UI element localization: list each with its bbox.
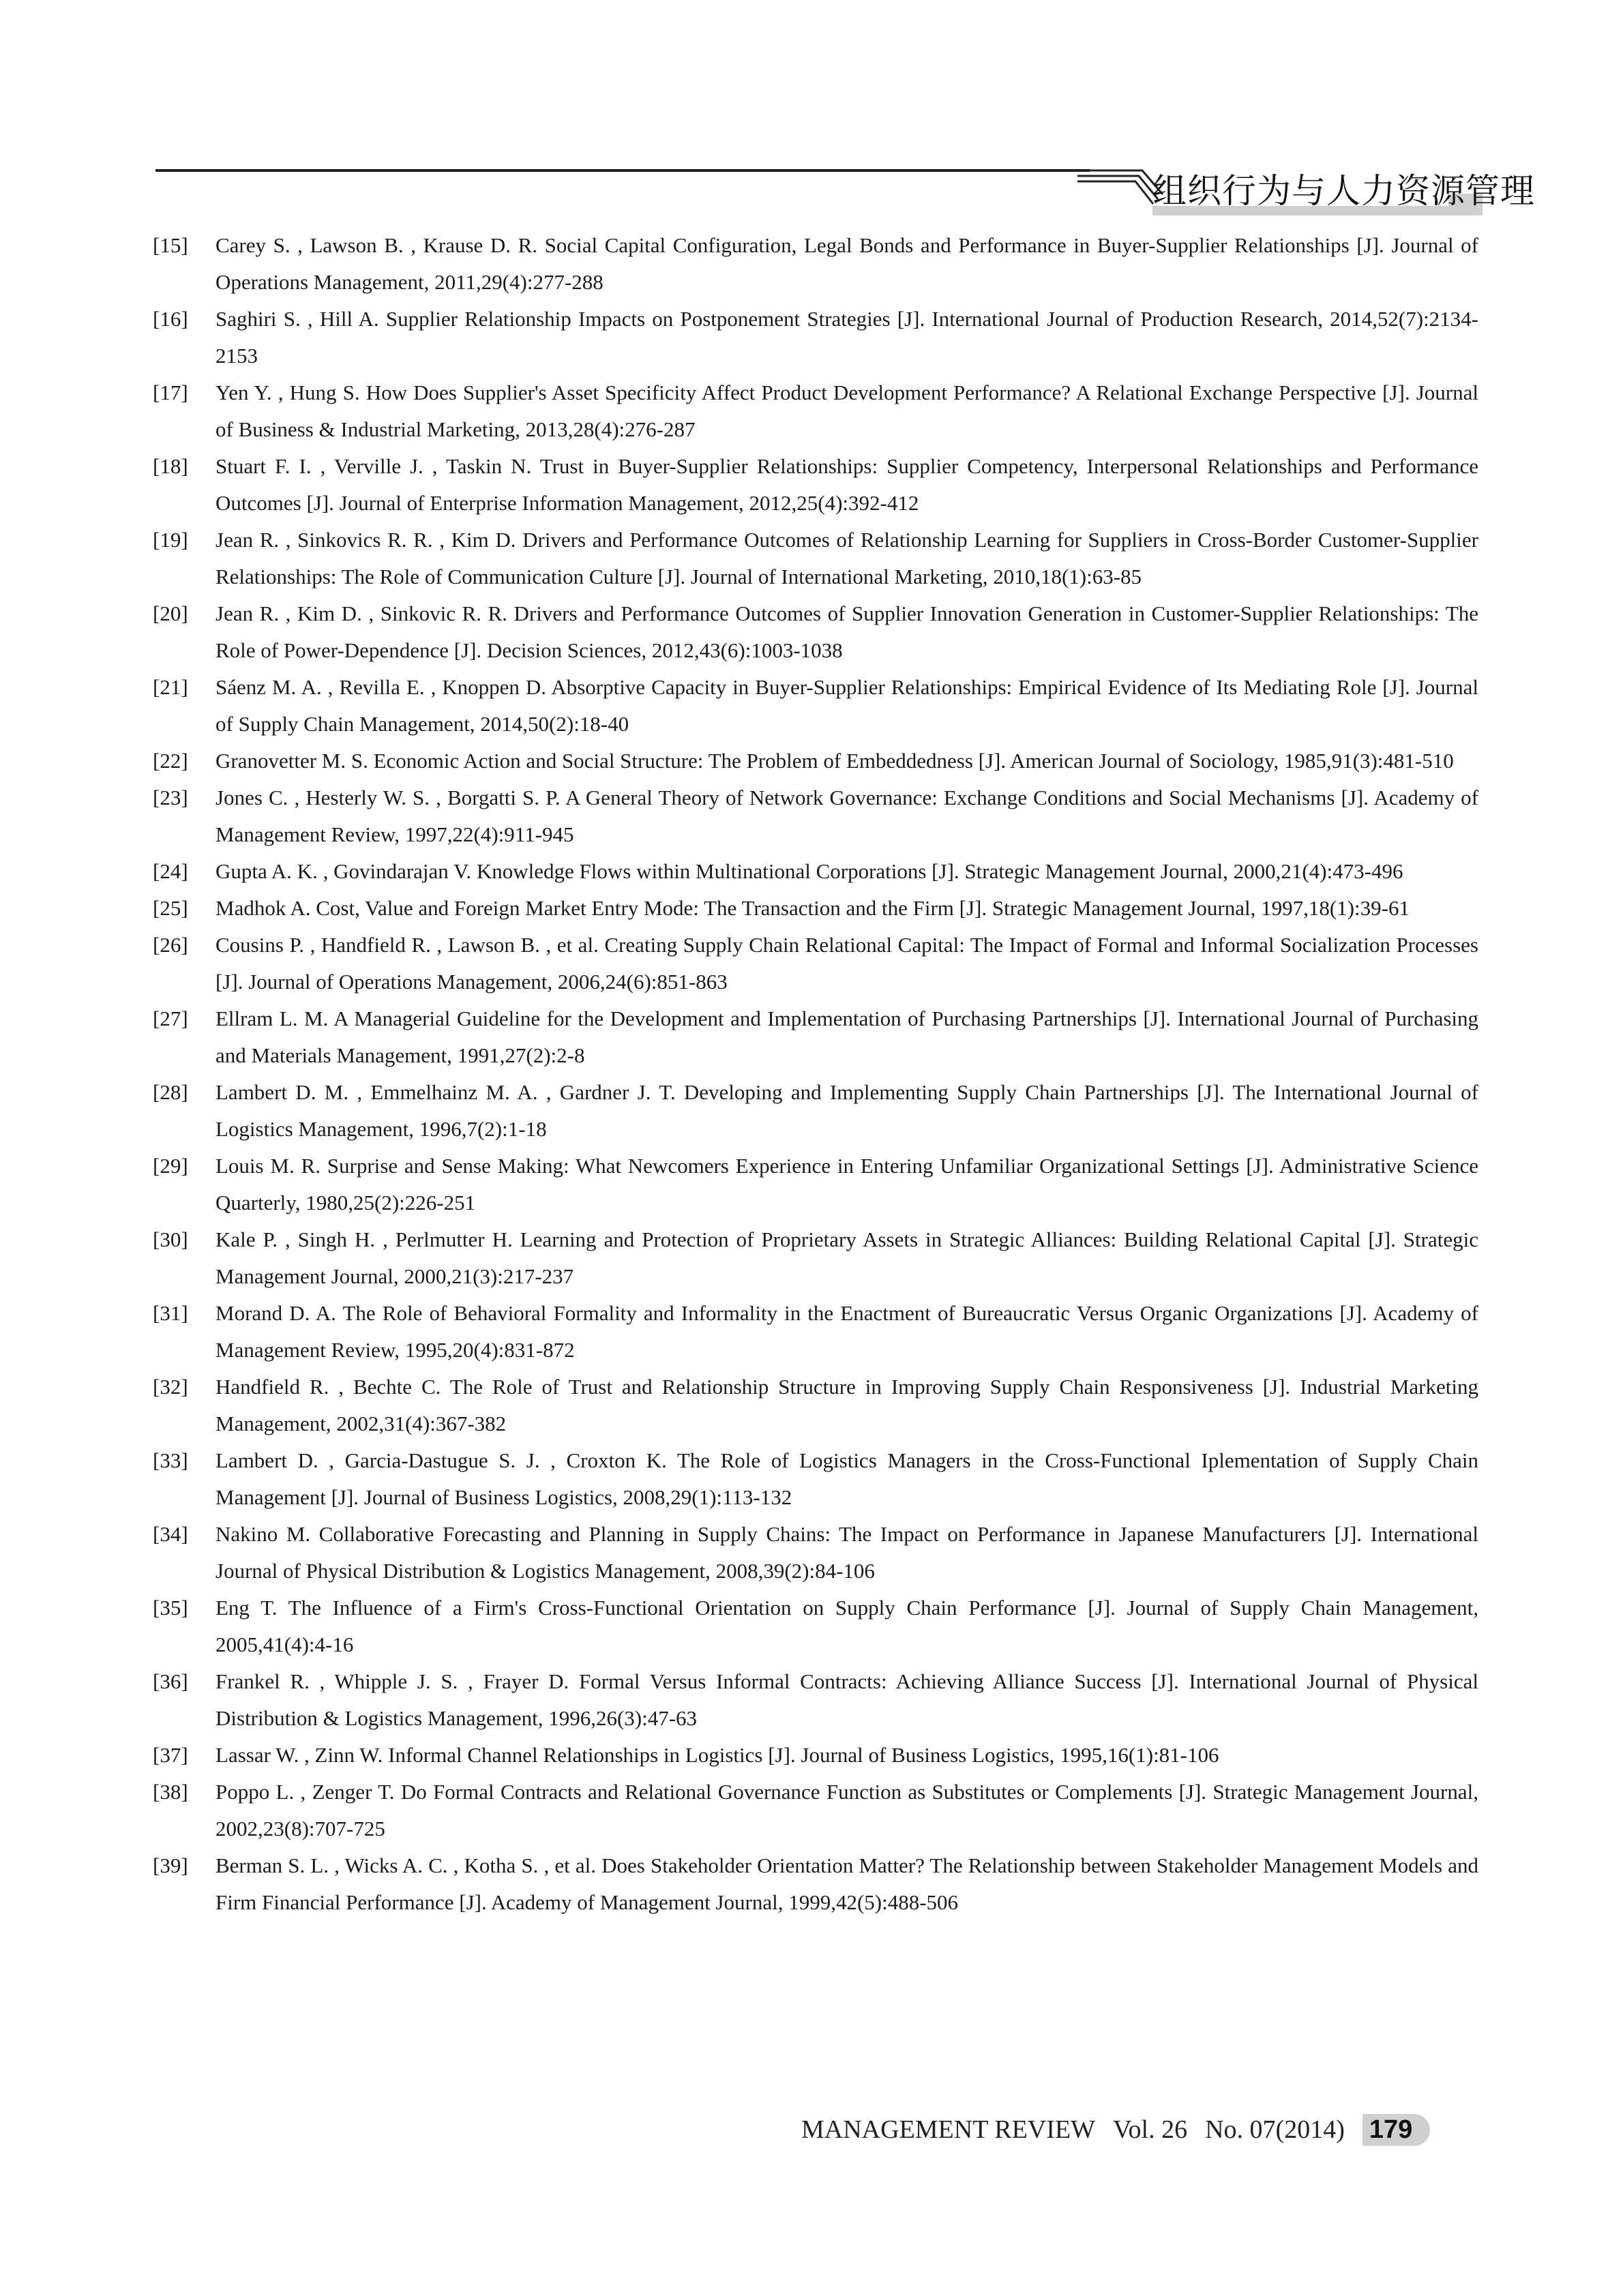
reference-text: Lassar W. , Zinn W. Informal Channel Relationships in Logistics [J]. Journal of Business Logistics, 1995,16(1):81-106 bbox=[215, 1743, 1219, 1767]
running-header bbox=[0, 0, 1623, 232]
reference-number: [28] bbox=[153, 1080, 188, 1104]
reference-number: [22] bbox=[153, 749, 188, 773]
reference-text: Eng T. The Influence of a Firm's Cross-Functional Orientation on Supply Chain Performance [J]. Journal of Supply Chain Management, 2005,41(4):4-16 bbox=[215, 1596, 1478, 1656]
reference-number: [32] bbox=[153, 1375, 188, 1399]
reference-text: Jean R. , Kim D. , Sinkovic R. R. Drivers and Performance Outcomes of Supplier Innovation Generation in Customer-Supplier Relationships: The Role of Power-Dependence [J]. Decision Sciences, 2012,43(6):1003-1038 bbox=[215, 601, 1478, 662]
section-title: 组织行为与人力资源管理 bbox=[1152, 171, 1535, 211]
reference-text: Jones C. , Hesterly W. S. , Borgatti S. P. A General Theory of Network Governance: Exchange Conditions and Social Mechanisms [J]. Academy of Management Review, 1997,22(4):911-945 bbox=[215, 786, 1478, 846]
reference-number: [38] bbox=[153, 1780, 188, 1804]
reference-number: [27] bbox=[153, 1007, 188, 1030]
header-rule bbox=[155, 169, 1090, 172]
reference-text: Cousins P. , Handfield R. , Lawson B. , et al. Creating Supply Chain Relational Capital: The Impact of Formal and Informal Socialization Processes [J]. Journal of Operations Management, 2006,24(6):851-863 bbox=[215, 933, 1478, 994]
reference-item bbox=[153, 227, 1478, 301]
reference-text: Nakino M. Collaborative Forecasting and Planning in Supply Chains: The Impact on Performance in Japanese Manufacturers [J]. International Journal of Physical Distribution & Logistics Management, 2008,39(2):84-106 bbox=[215, 1522, 1478, 1583]
reference-item bbox=[153, 1847, 1478, 1921]
reference-item bbox=[153, 1774, 1478, 1847]
reference-number: [19] bbox=[153, 528, 188, 552]
reference-item bbox=[153, 779, 1478, 853]
reference-number: [30] bbox=[153, 1227, 188, 1251]
reference-number: [33] bbox=[153, 1448, 188, 1472]
reference-number: [18] bbox=[153, 454, 188, 478]
reference-text: Ellram L. M. A Managerial Guideline for the Development and Implementation of Purchasing Partnerships [J]. International Journal of Purchasing and Materials Management, 1991,27(2):2-8 bbox=[215, 1007, 1478, 1067]
journal-volume: Vol. 26 bbox=[1112, 2115, 1188, 2144]
reference-item bbox=[153, 1221, 1478, 1295]
reference-item bbox=[153, 1369, 1478, 1442]
reference-item bbox=[153, 890, 1478, 927]
reference-number: [16] bbox=[153, 307, 188, 331]
reference-text: Poppo L. , Zenger T. Do Formal Contracts and Relational Governance Function as Substitutes or Complements [J]. Strategic Management Journal, 2002,23(8):707-725 bbox=[215, 1780, 1478, 1840]
reference-text: Jean R. , Sinkovics R. R. , Kim D. Drivers and Performance Outcomes of Relationship Learning for Suppliers in Cross-Border Customer-Supplier Relationships: The Role of Communication Culture [J]. Journal of International Marketing, 2010,18(1):63-85 bbox=[215, 528, 1478, 588]
reference-item bbox=[153, 448, 1478, 522]
reference-text: Handfield R. , Bechte C. The Role of Trust and Relationship Structure in Improving Supply Chain Responsiveness [J]. Industrial Marketing Management, 2002,31(4):367-382 bbox=[215, 1375, 1478, 1435]
journal-name: MANAGEMENT REVIEW bbox=[801, 2115, 1095, 2144]
reference-number: [20] bbox=[153, 601, 188, 625]
reference-text: Saghiri S. , Hill A. Supplier Relationship Impacts on Postponement Strategies [J]. International Journal of Production Research, 2014,52(7):2134-2153 bbox=[215, 307, 1478, 368]
reference-number: [15] bbox=[153, 233, 188, 257]
reference-text: Granovetter M. S. Economic Action and Social Structure: The Problem of Embeddedness [J]. American Journal of Sociology, 1985,91(3):481-510 bbox=[215, 749, 1454, 773]
reference-item bbox=[153, 853, 1478, 890]
reference-text: Yen Y. , Hung S. How Does Supplier's Asset Specificity Affect Product Development Performance? A Relational Exchange Perspective [J]. Journal of Business & Industrial Marketing, 2013,28(4):276-287 bbox=[215, 381, 1478, 441]
reference-item bbox=[153, 1663, 1478, 1737]
reference-item bbox=[153, 1000, 1478, 1074]
reference-number: [31] bbox=[153, 1301, 188, 1325]
journal-issue: No. 07(2014) bbox=[1205, 2115, 1345, 2144]
reference-number: [17] bbox=[153, 381, 188, 404]
reference-number: [26] bbox=[153, 933, 188, 957]
reference-item bbox=[153, 1442, 1478, 1516]
reference-text: Frankel R. , Whipple J. S. , Frayer D. Formal Versus Informal Contracts: Achieving Alliance Success [J]. International Journal of Physical Distribution & Logistics Management, 1996,26(3):47-63 bbox=[215, 1669, 1478, 1730]
reference-item bbox=[153, 927, 1478, 1000]
reference-number: [21] bbox=[153, 675, 188, 699]
reference-item bbox=[153, 1074, 1478, 1148]
reference-text: Louis M. R. Surprise and Sense Making: What Newcomers Experience in Entering Unfamiliar Organizational Settings [J]. Administrative Science Quarterly, 1980,25(2):226-251 bbox=[215, 1154, 1478, 1214]
reference-number: [34] bbox=[153, 1522, 188, 1546]
reference-item bbox=[153, 301, 1478, 374]
reference-item bbox=[153, 595, 1478, 669]
reference-number: [23] bbox=[153, 786, 188, 809]
reference-text: Sáenz M. A. , Revilla E. , Knoppen D. Absorptive Capacity in Buyer-Supplier Relationships: Empirical Evidence of Its Mediating Role [J]. Journal of Supply Chain Management, 2014,50(2):18-40 bbox=[215, 675, 1478, 736]
page-number: 179 bbox=[1363, 2114, 1430, 2146]
reference-number: [24] bbox=[153, 859, 188, 883]
reference-number: [36] bbox=[153, 1669, 188, 1693]
reference-number: [37] bbox=[153, 1743, 188, 1767]
reference-text: Morand D. A. The Role of Behavioral Formality and Informality in the Enactment of Bureaucratic Versus Organic Organizations [J]. Academy of Management Review, 1995,20(4):831-872 bbox=[215, 1301, 1478, 1362]
reference-text: Stuart F. I. , Verville J. , Taskin N. Trust in Buyer-Supplier Relationships: Supplier Competency, Interpersonal Relationships and Performance Outcomes [J]. Journal of Enterprise Information Management, 2012,25(4):392-412 bbox=[215, 454, 1478, 515]
reference-item bbox=[153, 743, 1478, 779]
reference-number: [29] bbox=[153, 1154, 188, 1178]
reference-number: [39] bbox=[153, 1853, 188, 1877]
reference-item bbox=[153, 1590, 1478, 1663]
reference-number: [35] bbox=[153, 1596, 188, 1620]
reference-item bbox=[153, 1295, 1478, 1369]
reference-text: Gupta A. K. , Govindarajan V. Knowledge Flows within Multinational Corporations [J]. Strategic Management Journal, 2000,21(4):473-496 bbox=[215, 859, 1403, 883]
reference-item bbox=[153, 522, 1478, 595]
reference-list bbox=[153, 227, 1478, 1921]
reference-text: Kale P. , Singh H. , Perlmutter H. Learning and Protection of Proprietary Assets in Strategic Alliances: Building Relational Capital [J]. Strategic Management Journal, 2000,21(3):217-237 bbox=[215, 1227, 1478, 1288]
reference-text: Lambert D. M. , Emmelhainz M. A. , Gardner J. T. Developing and Implementing Supply Chain Partnerships [J]. The International Journal of Logistics Management, 1996,7(2):1-18 bbox=[215, 1080, 1478, 1141]
reference-text: Berman S. L. , Wicks A. C. , Kotha S. , et al. Does Stakeholder Orientation Matter? The Relationship between Stakeholder Management Models and Firm Financial Performance [J]. Academy of Management Journal, 1999,42(5):488-506 bbox=[215, 1853, 1478, 1914]
reference-item bbox=[153, 1148, 1478, 1221]
reference-item bbox=[153, 1516, 1478, 1590]
reference-item bbox=[153, 374, 1478, 448]
reference-text: Carey S. , Lawson B. , Krause D. R. Social Capital Configuration, Legal Bonds and Performance in Buyer-Supplier Relationships [J]. Journal of Operations Management, 2011,29(4):277-288 bbox=[215, 233, 1478, 294]
reference-item bbox=[153, 669, 1478, 743]
reference-text: Madhok A. Cost, Value and Foreign Market Entry Mode: The Transaction and the Firm [J]. Strategic Management Journal, 1997,18(1):39-61 bbox=[215, 896, 1410, 920]
reference-number: [25] bbox=[153, 896, 188, 920]
page-footer bbox=[801, 2109, 1430, 2150]
reference-item bbox=[153, 1737, 1478, 1774]
reference-text: Lambert D. , Garcia-Dastugue S. J. , Croxton K. The Role of Logistics Managers in the Cross-Functional Iplementation of Supply Chain Management [J]. Journal of Business Logistics, 2008,29(1):113-132 bbox=[215, 1448, 1478, 1509]
